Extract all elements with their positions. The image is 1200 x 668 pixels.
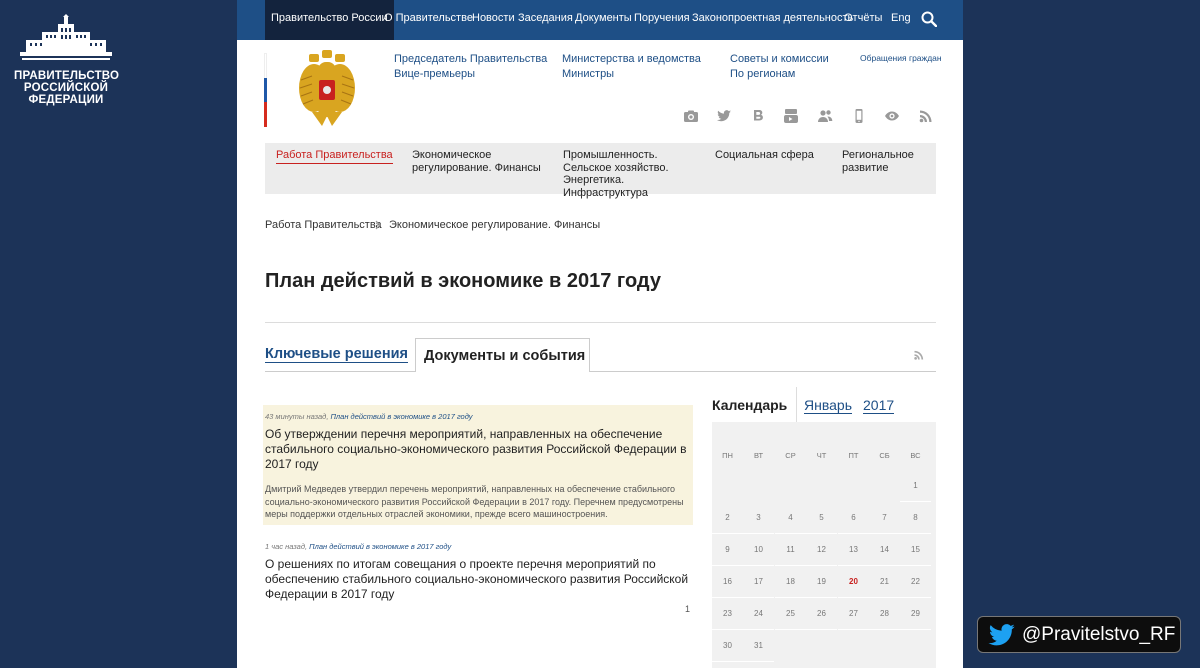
tabs-baseline bbox=[265, 371, 936, 372]
calendar-year-selector[interactable]: 2017 bbox=[863, 397, 895, 413]
news-title[interactable]: Об утверждении перечня мероприятий, направленных на обеспечение стабильного социально-экономического развития Российской Федерации в 2017 году bbox=[265, 427, 687, 471]
twitter-bird-icon bbox=[988, 624, 1016, 646]
nav-news[interactable]: Новости bbox=[472, 12, 515, 24]
calendar-day[interactable]: 1 bbox=[900, 470, 931, 502]
main-page bbox=[237, 0, 963, 668]
white-house-icon bbox=[20, 14, 112, 62]
nav-government-russia[interactable]: Правительство России bbox=[265, 0, 394, 40]
eye-icon[interactable] bbox=[884, 108, 900, 124]
calendar-title: Календарь bbox=[712, 397, 788, 413]
people-icon[interactable] bbox=[817, 108, 833, 124]
vk-icon[interactable] bbox=[750, 108, 766, 124]
mobile-icon[interactable] bbox=[851, 108, 867, 124]
calendar-day[interactable]: 29 bbox=[900, 598, 931, 630]
chevron-right-icon bbox=[374, 219, 382, 231]
calendar-day[interactable]: 14 bbox=[869, 534, 900, 566]
nav-legislation[interactable]: Законопроектная деятельность bbox=[692, 12, 854, 24]
calendar-day[interactable]: 4 bbox=[775, 502, 806, 534]
calendar-weekday: ПН bbox=[722, 451, 733, 460]
category-bar bbox=[265, 143, 936, 199]
calendar-day[interactable]: 7 bbox=[869, 502, 900, 534]
breadcrumb-current: Экономическое регулирование. Финансы bbox=[389, 219, 601, 231]
page-title: План действий в экономике в 2017 году bbox=[265, 270, 661, 292]
calendar-weekday: ВС bbox=[910, 451, 921, 460]
calendar-day[interactable]: 2 bbox=[712, 502, 743, 534]
link-chairman[interactable]: Председатель Правительства bbox=[394, 53, 548, 65]
camera-icon[interactable] bbox=[683, 108, 699, 124]
flag-stripe bbox=[264, 53, 267, 127]
link-regions[interactable]: По регионам bbox=[730, 68, 796, 80]
top-navigation bbox=[237, 0, 963, 40]
link-citizen-appeals[interactable]: Обращения граждан bbox=[860, 53, 942, 63]
government-logo[interactable] bbox=[14, 14, 118, 106]
category-social-sphere[interactable]: Социальная сфера bbox=[715, 149, 814, 161]
category-industry[interactable]: Промышленность. Сельское хозяйство. Энергетика. Инфраструктура bbox=[563, 149, 669, 199]
calendar-day[interactable]: 31 bbox=[743, 630, 774, 662]
calendar-day[interactable]: 16 bbox=[712, 566, 743, 598]
link-vice-premiers[interactable]: Вице-премьеры bbox=[394, 68, 476, 80]
category-economic-regulation[interactable]: Экономическое регулирование. Финансы bbox=[412, 149, 541, 174]
calendar-day[interactable]: 23 bbox=[712, 598, 743, 630]
calendar-day[interactable]: 19 bbox=[806, 566, 837, 598]
calendar-weekday: ЧТ bbox=[816, 451, 827, 460]
calendar-weekday: ПТ bbox=[848, 451, 859, 460]
calendar-weekday: ВТ bbox=[753, 451, 764, 460]
calendar-day[interactable]: 6 bbox=[838, 502, 869, 534]
calendar-day[interactable]: 13 bbox=[838, 534, 869, 566]
nav-instructions[interactable]: Поручения bbox=[634, 12, 690, 24]
divider bbox=[265, 322, 936, 323]
news-meta bbox=[265, 412, 473, 421]
page-number[interactable]: 1 bbox=[685, 604, 691, 614]
calendar-month-selector[interactable]: Январь bbox=[804, 397, 852, 413]
news-time: 1 час назад, bbox=[265, 542, 308, 551]
nav-reports[interactable]: Отчёты bbox=[844, 12, 883, 24]
logo-line-3: ФЕДЕРАЦИИ bbox=[28, 94, 104, 106]
calendar-day[interactable]: 10 bbox=[743, 534, 774, 566]
calendar-day[interactable]: 5 bbox=[806, 502, 837, 534]
calendar-day[interactable]: 9 bbox=[712, 534, 743, 566]
news-lead: Дмитрий Медведев утвердил перечень мероприятий, направленных на обеспечение стабильного социально-экономического развития Российской Федерации в 2017 году. Перечнем предусмотрены меры поддержки отдельных отраслей экономики, прежде всего машиностроения. bbox=[265, 484, 684, 519]
nav-about-government[interactable]: О Правительстве bbox=[384, 12, 473, 24]
nav-english[interactable]: Eng bbox=[891, 12, 911, 24]
news-time: 43 минуты назад, bbox=[265, 412, 329, 421]
calendar-day[interactable]: 17 bbox=[743, 566, 774, 598]
calendar-day[interactable]: 12 bbox=[806, 534, 837, 566]
calendar-day[interactable]: 11 bbox=[775, 534, 806, 566]
twitter-handle: @Pravitelstvo_RF bbox=[1022, 624, 1176, 645]
youtube-icon[interactable] bbox=[783, 108, 799, 124]
tab-documents-events[interactable]: Документы и события bbox=[415, 338, 590, 372]
calendar-day[interactable]: 21 bbox=[869, 566, 900, 598]
calendar-day[interactable]: 18 bbox=[775, 566, 806, 598]
calendar-day[interactable]: 24 bbox=[743, 598, 774, 630]
calendar-day[interactable]: 22 bbox=[900, 566, 931, 598]
news-meta bbox=[265, 542, 451, 551]
link-councils[interactable]: Советы и комиссии bbox=[730, 53, 829, 65]
tab-key-decisions[interactable]: Ключевые решения bbox=[265, 346, 408, 362]
coat-of-arms-icon[interactable] bbox=[292, 50, 362, 130]
news-tag-link[interactable]: План действий в экономике в 2017 году bbox=[309, 542, 452, 551]
logo-line-1: ПРАВИТЕЛЬСТВО bbox=[14, 70, 120, 82]
twitter-icon[interactable] bbox=[716, 108, 732, 124]
calendar-day[interactable]: 15 bbox=[900, 534, 931, 566]
news-tag-link[interactable]: План действий в экономике в 2017 году bbox=[330, 412, 473, 421]
calendar-day[interactable]: 8 bbox=[900, 502, 931, 534]
calendar-day[interactable]: 28 bbox=[869, 598, 900, 630]
calendar-day[interactable]: 20 bbox=[838, 566, 869, 598]
rss-feed-icon[interactable] bbox=[913, 349, 925, 361]
link-ministers[interactable]: Министры bbox=[562, 68, 615, 80]
category-regional-development[interactable]: Региональное развитие bbox=[842, 149, 914, 174]
link-ministries[interactable]: Министерства и ведомства bbox=[562, 53, 701, 65]
nav-documents[interactable]: Документы bbox=[575, 12, 632, 24]
rss-icon[interactable] bbox=[918, 108, 934, 124]
calendar-day[interactable]: 30 bbox=[712, 630, 743, 662]
calendar-weekday: СБ bbox=[879, 451, 890, 460]
logo-line-2: РОССИЙСКОЙ bbox=[23, 82, 109, 94]
calendar-day[interactable]: 25 bbox=[775, 598, 806, 630]
breadcrumb-government-work[interactable]: Работа Правительства bbox=[265, 219, 382, 231]
search-icon[interactable] bbox=[921, 11, 937, 27]
calendar-day[interactable]: 3 bbox=[743, 502, 774, 534]
news-title[interactable]: О решениях по итогам совещания о проекте перечня мероприятий по обеспечению стабильного социально-экономического развития Российской Федерации в 2017 году bbox=[265, 557, 689, 601]
calendar-weekday: СР bbox=[785, 451, 796, 460]
calendar-day[interactable]: 26 bbox=[806, 598, 837, 630]
category-government-work[interactable]: Работа Правительства bbox=[276, 149, 393, 164]
twitter-badge[interactable] bbox=[977, 616, 1181, 653]
nav-meetings[interactable]: Заседания bbox=[518, 12, 573, 24]
calendar-day[interactable]: 27 bbox=[838, 598, 869, 630]
